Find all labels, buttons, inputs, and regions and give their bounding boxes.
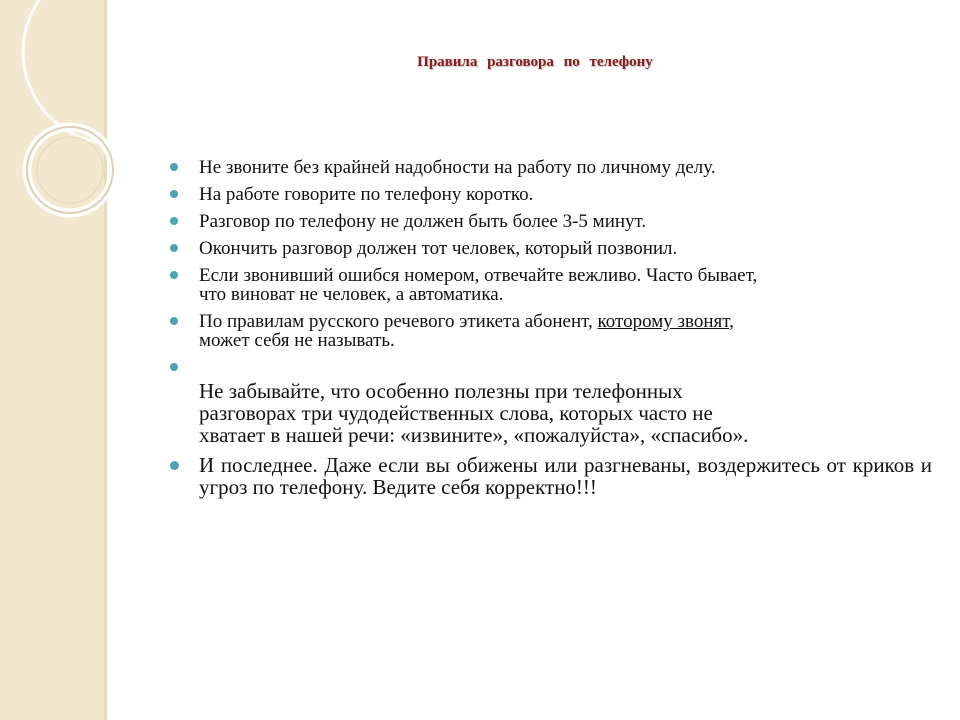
rule-text-line: Не забывайте, что особенно полезны при телефонных (199, 379, 683, 403)
rule-text (199, 379, 748, 447)
rule-text (199, 265, 757, 305)
bullet-icon (170, 461, 179, 470)
rule-item (168, 239, 932, 258)
rule-item (168, 266, 932, 304)
bullet-icon (170, 244, 178, 252)
rule-text-line: хватает в нашей речи: «извините», «пожалуйста», «спасибо». (199, 423, 749, 447)
rule-item (168, 454, 932, 498)
rule-text (199, 311, 734, 351)
rule-text-part: , (729, 311, 734, 332)
bullet-icon (170, 217, 178, 225)
rule-item (168, 380, 932, 446)
rule-text-line: Если звонивший ошибся номером, отвечайте вежливо. Часто бывает, (199, 265, 758, 286)
ring-inner (37, 137, 103, 203)
rule-item (168, 185, 932, 204)
rule-item (168, 212, 932, 231)
rule-item (168, 312, 932, 350)
rule-text: Не звоните без крайней надобности на работу по личному делу. (199, 157, 716, 178)
rule-text-line: может себя не называть. (199, 330, 395, 351)
rule-text: Окончить разговор должен тот человек, который позвонил. (199, 238, 678, 259)
rule-text-line: что виноват не человек, а автоматика. (199, 284, 504, 305)
rule-text: И последнее. Даже если вы обижены или разгневаны, воздержитесь от криков и угроз по телефону. Ведите себя корректно!!! (199, 453, 932, 499)
slide-title: Правила разговора по телефону (417, 54, 653, 70)
rules-list (168, 158, 932, 506)
underlined-phrase: которому звонят (597, 311, 730, 332)
empty-rule-item (168, 358, 932, 380)
bullet-icon (170, 190, 178, 198)
rule-text-part: По правилам русского речевого этикета абонент, (199, 311, 598, 332)
ring-shadow (27, 127, 113, 213)
bullet-icon (170, 363, 178, 371)
rule-text: На работе говорите по телефону коротко. (199, 184, 534, 205)
rule-text: Разговор по телефону не должен быть более 3-5 минут. (199, 211, 647, 232)
bullet-icon (170, 317, 178, 325)
bullet-icon (170, 271, 178, 279)
bullet-icon (170, 163, 178, 171)
large-circle-outline (23, 0, 200, 144)
rule-text-line: разговорах три чудодейственных слова, которых часто не (199, 401, 713, 425)
rule-item (168, 158, 932, 177)
